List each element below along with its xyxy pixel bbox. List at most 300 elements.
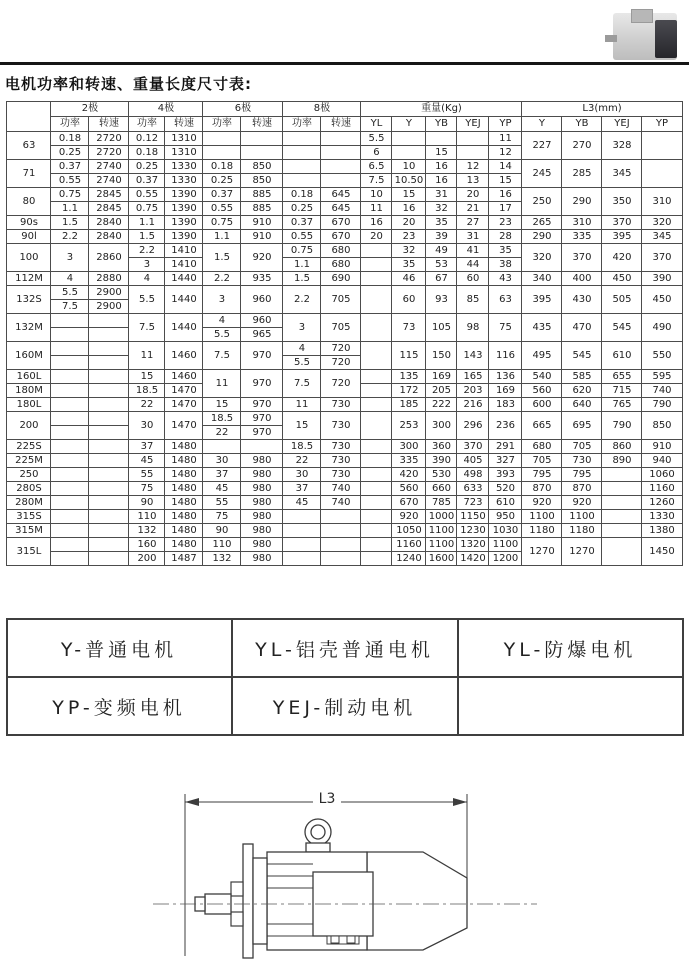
data-cell (361, 468, 392, 482)
data-cell: 670 (392, 496, 426, 510)
data-cell: 73 (392, 314, 426, 342)
data-cell: 0.75 (129, 202, 165, 216)
page-header (0, 0, 689, 62)
data-cell: 1390 (165, 230, 203, 244)
data-cell: 55 (129, 468, 165, 482)
motor-spec-table (6, 101, 682, 566)
data-cell: 420 (392, 468, 426, 482)
mounting-plate (243, 844, 253, 958)
data-cell (51, 468, 89, 482)
header-cell: 转速 (241, 117, 283, 132)
data-cell (89, 482, 129, 496)
data-cell: 0.55 (51, 174, 89, 188)
data-cell: 4 (51, 272, 89, 286)
data-cell: 1100 (562, 510, 602, 524)
table-row (7, 370, 682, 384)
data-cell: 3 (51, 244, 89, 272)
header-cell: YP (489, 117, 522, 132)
data-cell: 0.25 (283, 202, 321, 216)
data-cell: 1.1 (203, 230, 241, 244)
data-cell: 705 (321, 286, 361, 314)
data-cell: 730 (321, 454, 361, 468)
data-cell: 393 (489, 468, 522, 482)
lifting-eye-outer (305, 819, 331, 845)
data-cell: 980 (241, 468, 283, 482)
data-cell: 90 (129, 496, 165, 510)
data-cell: 585 (562, 370, 602, 384)
data-cell: 885 (241, 188, 283, 202)
data-cell: YP-变频电机 (7, 677, 232, 735)
table-row (7, 286, 682, 300)
data-cell: 132S (7, 286, 51, 314)
data-cell (241, 146, 283, 160)
data-cell: 1100 (426, 524, 457, 538)
data-cell (602, 468, 642, 482)
data-cell: 290 (562, 188, 602, 216)
data-cell: 2.2 (203, 272, 241, 286)
table-row (7, 244, 682, 258)
data-cell (642, 132, 682, 160)
header-cell: 8极 (283, 102, 361, 117)
data-cell: 340 (522, 272, 562, 286)
data-cell: 720 (321, 342, 361, 356)
data-cell: 7.5 (51, 300, 89, 314)
data-cell: 1310 (165, 132, 203, 146)
motor-photo-terminal-box (631, 9, 653, 23)
data-cell (457, 146, 489, 160)
data-cell: 1.5 (129, 230, 165, 244)
data-cell: 110 (129, 510, 165, 524)
data-cell: 245 (522, 160, 562, 188)
data-cell: 10 (361, 188, 392, 202)
header-cell: 6极 (203, 102, 283, 117)
data-cell: YEJ-制动电机 (232, 677, 458, 735)
data-cell: 222 (426, 398, 457, 412)
motor-photo-shaft (605, 35, 617, 42)
data-cell: 980 (241, 496, 283, 510)
data-cell: 7.5 (129, 314, 165, 342)
data-cell (51, 342, 89, 356)
header-cell: 4极 (129, 102, 203, 117)
data-cell: 2720 (89, 146, 129, 160)
data-cell (361, 496, 392, 510)
data-cell: 265 (522, 216, 562, 230)
data-cell: 405 (457, 454, 489, 468)
data-cell: YL-铝壳普通电机 (232, 619, 458, 677)
data-cell: 1000 (426, 510, 457, 524)
data-cell: 60 (457, 272, 489, 286)
data-cell (361, 510, 392, 524)
data-cell (602, 538, 642, 566)
data-cell: 430 (562, 286, 602, 314)
data-cell (283, 146, 321, 160)
data-cell: 1480 (165, 538, 203, 552)
data-cell: 291 (489, 440, 522, 454)
data-cell: 0.18 (283, 188, 321, 202)
data-cell: 2.2 (51, 230, 89, 244)
lifting-eye-base (306, 843, 330, 852)
data-cell: 1060 (642, 468, 682, 482)
data-cell: 730 (321, 398, 361, 412)
data-cell (89, 440, 129, 454)
data-cell: 290 (522, 230, 562, 244)
data-cell: 28 (489, 230, 522, 244)
data-cell: 5.5 (361, 132, 392, 146)
data-cell: 227 (522, 132, 562, 160)
data-cell: 45 (203, 482, 241, 496)
data-cell: 980 (241, 454, 283, 468)
data-cell: 1470 (165, 384, 203, 398)
data-cell: 5.5 (283, 356, 321, 370)
data-cell: 5.5 (129, 286, 165, 314)
data-cell: 285 (562, 160, 602, 188)
data-cell: 720 (321, 356, 361, 370)
data-cell (321, 160, 361, 174)
data-cell: 44 (457, 258, 489, 272)
data-cell: 860 (602, 440, 642, 454)
data-cell: 400 (562, 272, 602, 286)
data-cell: 280M (7, 496, 51, 510)
table-row (7, 468, 682, 482)
data-cell: 216 (457, 398, 489, 412)
data-cell: 1.1 (51, 202, 89, 216)
data-cell: 80 (7, 188, 51, 216)
data-cell: 910 (241, 216, 283, 230)
data-cell (361, 314, 392, 342)
data-cell: 670 (321, 230, 361, 244)
data-cell: 31 (457, 230, 489, 244)
data-cell: 1.1 (283, 258, 321, 272)
header-cell: YB (562, 117, 602, 132)
data-cell: 545 (602, 314, 642, 342)
data-cell: 850 (642, 412, 682, 440)
header-row (7, 102, 682, 117)
data-cell (602, 496, 642, 510)
table-row (7, 440, 682, 454)
data-cell (89, 426, 129, 440)
data-cell: 2900 (89, 286, 129, 300)
data-cell: 705 (321, 314, 361, 342)
data-cell: 1100 (426, 538, 457, 552)
data-cell: 11 (129, 342, 165, 370)
data-cell: 645 (321, 202, 361, 216)
data-cell (283, 510, 321, 524)
data-cell: 90s (7, 216, 51, 230)
data-cell: 360 (426, 440, 457, 454)
data-cell: 1200 (489, 552, 522, 566)
data-cell: 10.50 (392, 174, 426, 188)
data-cell: 11 (203, 370, 241, 398)
data-cell: 705 (562, 440, 602, 454)
data-cell (203, 146, 241, 160)
data-cell: 20 (457, 188, 489, 202)
data-cell: 970 (241, 342, 283, 370)
data-cell: 680 (321, 244, 361, 258)
data-cell: 4 (129, 272, 165, 286)
data-cell: 30 (129, 412, 165, 440)
data-cell: 1460 (165, 342, 203, 370)
data-cell: 2840 (89, 230, 129, 244)
data-cell: 15 (203, 398, 241, 412)
data-cell: 22 (203, 426, 241, 440)
data-cell: 395 (602, 230, 642, 244)
data-cell: 765 (602, 398, 642, 412)
data-cell: 300 (426, 412, 457, 440)
header-cell: 功率 (283, 117, 321, 132)
table-row (7, 342, 682, 356)
data-cell: 0.18 (51, 132, 89, 146)
data-cell: 980 (241, 482, 283, 496)
data-cell: 600 (522, 398, 562, 412)
data-cell: 545 (562, 342, 602, 370)
data-cell (361, 370, 392, 384)
data-cell: 13 (457, 174, 489, 188)
header-row (7, 117, 682, 132)
data-cell: 1390 (165, 188, 203, 202)
data-cell: 253 (392, 412, 426, 440)
data-cell: 225S (7, 440, 51, 454)
data-cell: 370 (642, 244, 682, 272)
data-cell: 450 (642, 286, 682, 314)
data-cell (89, 496, 129, 510)
data-cell: 970 (241, 398, 283, 412)
data-cell: 2840 (89, 216, 129, 230)
data-cell: 11 (361, 202, 392, 216)
data-cell: 3 (203, 286, 241, 314)
data-cell: Y-普通电机 (7, 619, 232, 677)
data-cell: 870 (562, 482, 602, 496)
table-row (7, 398, 682, 412)
data-cell: 75 (203, 510, 241, 524)
data-cell: 90l (7, 230, 51, 244)
data-cell: 12 (489, 146, 522, 160)
data-cell: 370 (602, 216, 642, 230)
data-cell: 135 (392, 370, 426, 384)
data-cell: 1150 (457, 510, 489, 524)
data-cell: 200 (129, 552, 165, 566)
data-cell (283, 524, 321, 538)
data-cell: 1440 (165, 286, 203, 314)
data-cell: 960 (241, 314, 283, 328)
data-cell (51, 510, 89, 524)
data-cell: 1420 (457, 552, 489, 566)
data-cell: 6.5 (361, 160, 392, 174)
data-cell (89, 342, 129, 356)
data-cell: 63 (7, 132, 51, 160)
data-cell: 695 (562, 412, 602, 440)
data-cell: 795 (562, 468, 602, 482)
data-cell: 1450 (642, 538, 682, 566)
data-cell: 730 (321, 440, 361, 454)
header-cell: 功率 (203, 117, 241, 132)
data-cell: 1440 (165, 272, 203, 286)
data-cell: 345 (642, 230, 682, 244)
data-cell: 53 (426, 258, 457, 272)
table-row (7, 230, 682, 244)
data-cell: 980 (241, 552, 283, 566)
data-cell (602, 510, 642, 524)
data-cell: 2900 (89, 300, 129, 314)
data-cell: 296 (457, 412, 489, 440)
data-cell: 160M (7, 342, 51, 370)
data-cell: 920 (562, 496, 602, 510)
data-cell (203, 440, 241, 454)
data-cell: 11 (283, 398, 321, 412)
data-cell: 730 (562, 454, 602, 468)
data-cell: 7.5 (361, 174, 392, 188)
data-cell: 23 (392, 230, 426, 244)
data-cell: 740 (321, 482, 361, 496)
data-cell: 16 (361, 216, 392, 230)
table-row (7, 496, 682, 510)
table-row (7, 188, 682, 202)
data-cell: 790 (602, 412, 642, 440)
data-cell: 2845 (89, 188, 129, 202)
data-cell: 16 (426, 160, 457, 174)
table-row (7, 412, 682, 426)
right-arrow (453, 798, 467, 806)
data-cell: 1320 (457, 538, 489, 552)
data-cell: 49 (426, 244, 457, 258)
data-cell (642, 160, 682, 188)
data-cell: 1270 (522, 538, 562, 566)
data-cell (361, 342, 392, 370)
data-cell: 270 (562, 132, 602, 160)
data-cell: 530 (426, 468, 457, 482)
bearing-hub-top (231, 882, 243, 896)
data-cell: 32 (392, 244, 426, 258)
data-cell: 1440 (165, 314, 203, 342)
data-cell: 4 (203, 314, 241, 328)
data-cell: 60 (392, 286, 426, 314)
data-cell: 2.2 (129, 244, 165, 258)
data-cell: 250 (522, 188, 562, 216)
data-cell: 22 (283, 454, 321, 468)
header-cell: YEJ (602, 117, 642, 132)
data-cell (51, 524, 89, 538)
data-cell (458, 677, 683, 735)
data-cell (321, 132, 361, 146)
data-cell: 595 (642, 370, 682, 384)
header-cell: Y (522, 117, 562, 132)
data-cell: 315S (7, 510, 51, 524)
data-cell: 1160 (392, 538, 426, 552)
data-cell: 1480 (165, 454, 203, 468)
data-cell: 105 (426, 314, 457, 342)
data-cell: 950 (489, 510, 522, 524)
data-cell: 38 (489, 258, 522, 272)
data-cell: 720 (321, 370, 361, 398)
table-row (7, 314, 682, 328)
bottom-bolt-left (331, 936, 339, 943)
data-cell: 345 (602, 160, 642, 188)
data-cell: 0.75 (283, 244, 321, 258)
data-cell: 169 (426, 370, 457, 384)
data-cell: 280S (7, 482, 51, 496)
data-cell: 30 (203, 454, 241, 468)
data-cell: 15 (426, 146, 457, 160)
data-cell: 610 (602, 342, 642, 370)
data-cell: 1470 (165, 398, 203, 412)
data-cell: 132 (129, 524, 165, 538)
data-cell (51, 496, 89, 510)
data-cell: 910 (241, 230, 283, 244)
table-row (7, 216, 682, 230)
data-cell: 1390 (165, 202, 203, 216)
data-cell: 450 (602, 272, 642, 286)
motor-dimension-diagram (0, 786, 689, 968)
data-cell: 1410 (165, 244, 203, 258)
data-cell: 1487 (165, 552, 203, 566)
data-cell (51, 552, 89, 566)
header-cell: L3(mm) (522, 102, 682, 117)
data-cell (361, 524, 392, 538)
data-cell: 3 (283, 314, 321, 342)
data-cell: 495 (522, 342, 562, 370)
data-cell (283, 174, 321, 188)
bearing-hub-bottom (231, 912, 243, 926)
table-row (7, 272, 682, 286)
data-cell: 2740 (89, 160, 129, 174)
data-cell: 37 (129, 440, 165, 454)
header-cell: YL (361, 117, 392, 132)
data-cell: 236 (489, 412, 522, 440)
data-cell (51, 314, 89, 328)
data-cell: 1480 (165, 440, 203, 454)
data-cell: 4 (283, 342, 321, 356)
data-cell (321, 174, 361, 188)
data-cell (51, 328, 89, 342)
data-cell: 0.25 (51, 146, 89, 160)
data-cell: 670 (321, 216, 361, 230)
data-cell (321, 524, 361, 538)
data-cell: 1270 (562, 538, 602, 566)
data-cell (89, 412, 129, 426)
data-cell (51, 370, 89, 384)
data-cell: 11 (489, 132, 522, 146)
data-cell: 71 (7, 160, 51, 188)
data-cell: 1230 (457, 524, 489, 538)
data-cell: 1180 (522, 524, 562, 538)
data-cell: 0.25 (129, 160, 165, 174)
data-cell: 30 (283, 468, 321, 482)
data-cell: 1480 (165, 496, 203, 510)
data-cell: 1480 (165, 482, 203, 496)
data-cell (241, 440, 283, 454)
data-cell (361, 398, 392, 412)
data-cell: 870 (522, 482, 562, 496)
data-cell (283, 538, 321, 552)
data-cell: 850 (241, 174, 283, 188)
header-cell (7, 102, 51, 132)
data-cell (89, 468, 129, 482)
data-cell: 970 (241, 426, 283, 440)
data-cell: 132M (7, 314, 51, 342)
data-cell: 1050 (392, 524, 426, 538)
data-cell (89, 524, 129, 538)
data-cell: 115 (392, 342, 426, 370)
data-cell (51, 426, 89, 440)
motor-photo-fan-cover (655, 20, 677, 58)
motor-side-view-drawing (145, 786, 545, 964)
data-cell: 46 (392, 272, 426, 286)
data-cell: 85 (457, 286, 489, 314)
data-cell: 1.5 (203, 244, 241, 272)
data-cell: 490 (642, 314, 682, 342)
data-cell: 18.5 (129, 384, 165, 398)
data-cell (51, 384, 89, 398)
data-cell: 43 (489, 272, 522, 286)
